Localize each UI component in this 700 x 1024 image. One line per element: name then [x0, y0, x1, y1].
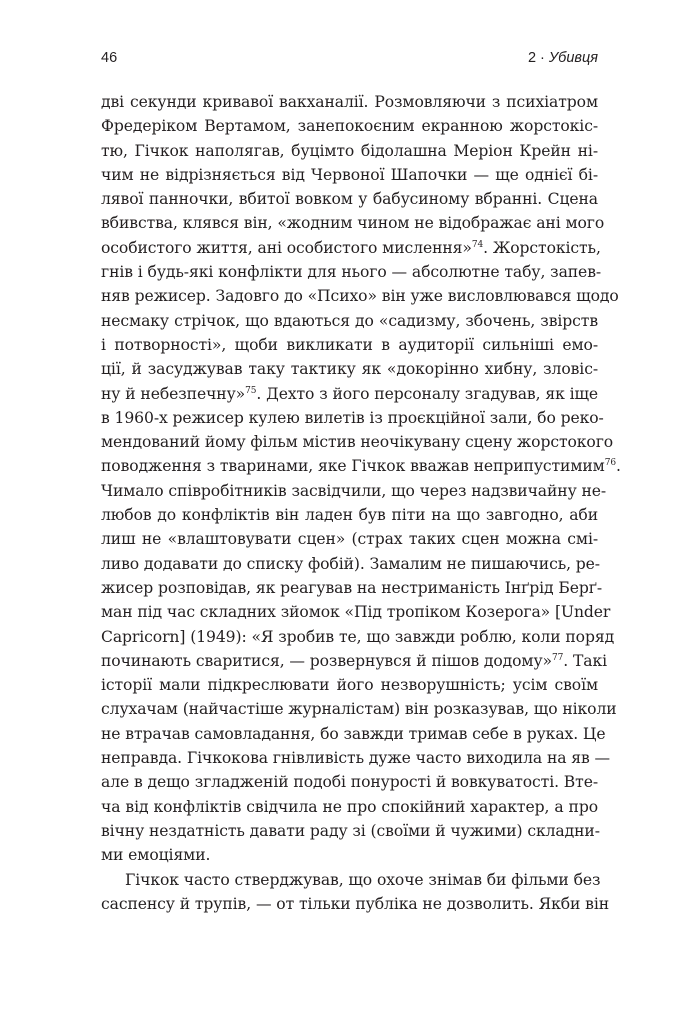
text-line — [101, 357, 598, 381]
text-line-content: дві секунди кривавої вакханалії. Розмовляючи з психіатром — [101, 93, 598, 111]
text-line — [101, 843, 598, 867]
text-line — [101, 892, 610, 916]
text-line — [101, 211, 605, 235]
text-line — [101, 868, 601, 892]
page-header — [101, 50, 598, 70]
text-line-content: Фредеріком Вертамом, занепокоєним екранною жорстокіс- — [101, 117, 598, 136]
text-line-content: чим не відрізняється від Червоної Шапочки — ще однієї бі- — [101, 165, 598, 184]
text-line-content: мендований йому фільм містив неочікувану сцену жорстокого — [101, 433, 614, 452]
text-line-content: Гічкок часто стверджував, що охоче знімав би фільми без — [125, 870, 601, 889]
body-text — [101, 90, 621, 916]
text-line-content: тю, Гічкок наполягав, буцімто бідолашна Меріон Крейн ні- — [101, 141, 598, 160]
footnote-reference[interactable]: 74 — [471, 239, 484, 250]
running-head-separator: · — [536, 50, 549, 66]
text-line-content: саспенсу й трупів, — от тільки публіка не дозволить. Якби він — [101, 894, 610, 913]
text-line-content: поводження з тваринами, яке Гічкок вважав неприпустимим — [101, 457, 605, 476]
text-line — [101, 187, 598, 211]
text-line — [101, 382, 598, 406]
text-line-content: ман під час складних зйомок «Під тропіком Козерога» [Under — [101, 603, 611, 622]
text-line-content: несмаку стрічок, що вдаються до «садизму, збочень, звірств — [101, 311, 598, 330]
text-line-content: починають сваритися, — розвернувся й пішов додому» — [101, 651, 552, 670]
text-line-content: любов до конфліктів він ладен був піти на що завгодно, аби — [101, 506, 598, 525]
text-line-content: ми емоціями. — [101, 846, 211, 865]
text-line — [101, 114, 598, 138]
text-line — [101, 90, 598, 114]
text-line — [101, 770, 598, 794]
text-line — [101, 527, 598, 551]
running-head — [528, 50, 598, 66]
footnote-reference[interactable]: 75 — [245, 385, 257, 396]
text-line — [101, 576, 603, 600]
text-line-content: няв режисер. Задовго до «Психо» він уже висловлювався щодо — [101, 287, 619, 306]
text-line — [101, 673, 598, 697]
text-line-continuation: . Такі — [563, 651, 607, 670]
chapter-number: 2 — [527, 50, 537, 66]
text-line-content: Чимало співробітників засвідчили, що через надзвичайну не- — [101, 481, 607, 500]
footnote-reference[interactable]: 77 — [551, 652, 564, 663]
text-line-content: не втрачав самовладання, бо завжди тримав себе в руках. Це — [101, 724, 606, 743]
text-line-content: особистого життя, ані особистого мислення» — [101, 238, 472, 257]
text-line — [101, 236, 601, 260]
text-line — [101, 163, 598, 187]
text-line-content: в 1960-х режисер кулею вилетів із проєкційної зали, бо реко- — [101, 408, 604, 427]
text-line-continuation: . Дехто з його персоналу згадував, як іще — [256, 384, 599, 403]
text-line — [101, 697, 617, 721]
text-line-content: жисер розповідав, як реагував на нестриманість Інґрід Берґ- — [101, 578, 603, 597]
text-line — [101, 746, 611, 770]
text-line — [101, 309, 598, 333]
text-line — [101, 649, 607, 673]
text-line-content: лиш не «влаштовувати сцен» (страх таких сцен можна смі- — [101, 530, 598, 549]
text-line-content: Capricorn] (1949): «Я зробив те, що завжди роблю, коли поряд — [101, 627, 615, 646]
text-line — [101, 819, 598, 843]
text-line-continuation: . Жорстокість, — [483, 238, 601, 257]
text-line-content: вічну нездатність давати раду зі (своїми й чужими) складни- — [101, 821, 600, 840]
text-line — [101, 552, 598, 576]
chapter-title: Убивця — [548, 50, 598, 66]
text-line-content: вбивства, клявся він, «жодним чином не відображає ані мого — [101, 214, 605, 233]
text-line — [101, 795, 598, 819]
text-line — [101, 479, 607, 503]
text-line-content: але в дещо згладженій подобі понурості й вовкуватості. Вте- — [101, 773, 598, 792]
text-line-continuation: . — [615, 457, 621, 476]
text-line-content: лявої панночки, вбитої вовком у бабусиному вбранні. Сцена — [101, 190, 598, 209]
text-line-content: ну й небезпечну» — [101, 384, 246, 403]
text-line-content: історії мали підкреслювати його незворушність; усім своїм — [101, 676, 598, 695]
text-line-content: слухачам (найчастіше журналістам) він розказував, що ніколи — [101, 700, 617, 719]
text-line — [101, 430, 614, 454]
text-line — [101, 139, 598, 163]
text-line-content: ливо додавати до списку фобій). Замалим не пишаючись, ре- — [101, 554, 600, 573]
text-line-content: ча від конфліктів свідчила не про спокійний характер, а про — [101, 797, 598, 816]
text-line-content: неправда. Гічкокова гнівливість дуже часто виходила на яв — — [101, 749, 611, 768]
text-line — [101, 625, 615, 649]
text-line — [101, 722, 606, 746]
footnote-reference[interactable]: 76 — [604, 458, 616, 469]
text-line-content: ції, й засуджував таку тактику як «докорінно хибну, зловіс- — [101, 360, 598, 379]
text-line — [101, 284, 619, 308]
text-line — [101, 406, 604, 430]
text-line-content: гнів і будь-які конфлікти для нього — абсолютне табу, запев- — [101, 263, 602, 282]
text-line — [101, 333, 598, 357]
text-line-content: і потворності», щоби викликати в аудиторії сильніші емо- — [101, 335, 598, 354]
page-number: 46 — [101, 50, 118, 66]
text-line — [101, 260, 602, 284]
text-line — [101, 454, 621, 478]
text-line — [101, 600, 611, 624]
text-line — [101, 503, 598, 527]
